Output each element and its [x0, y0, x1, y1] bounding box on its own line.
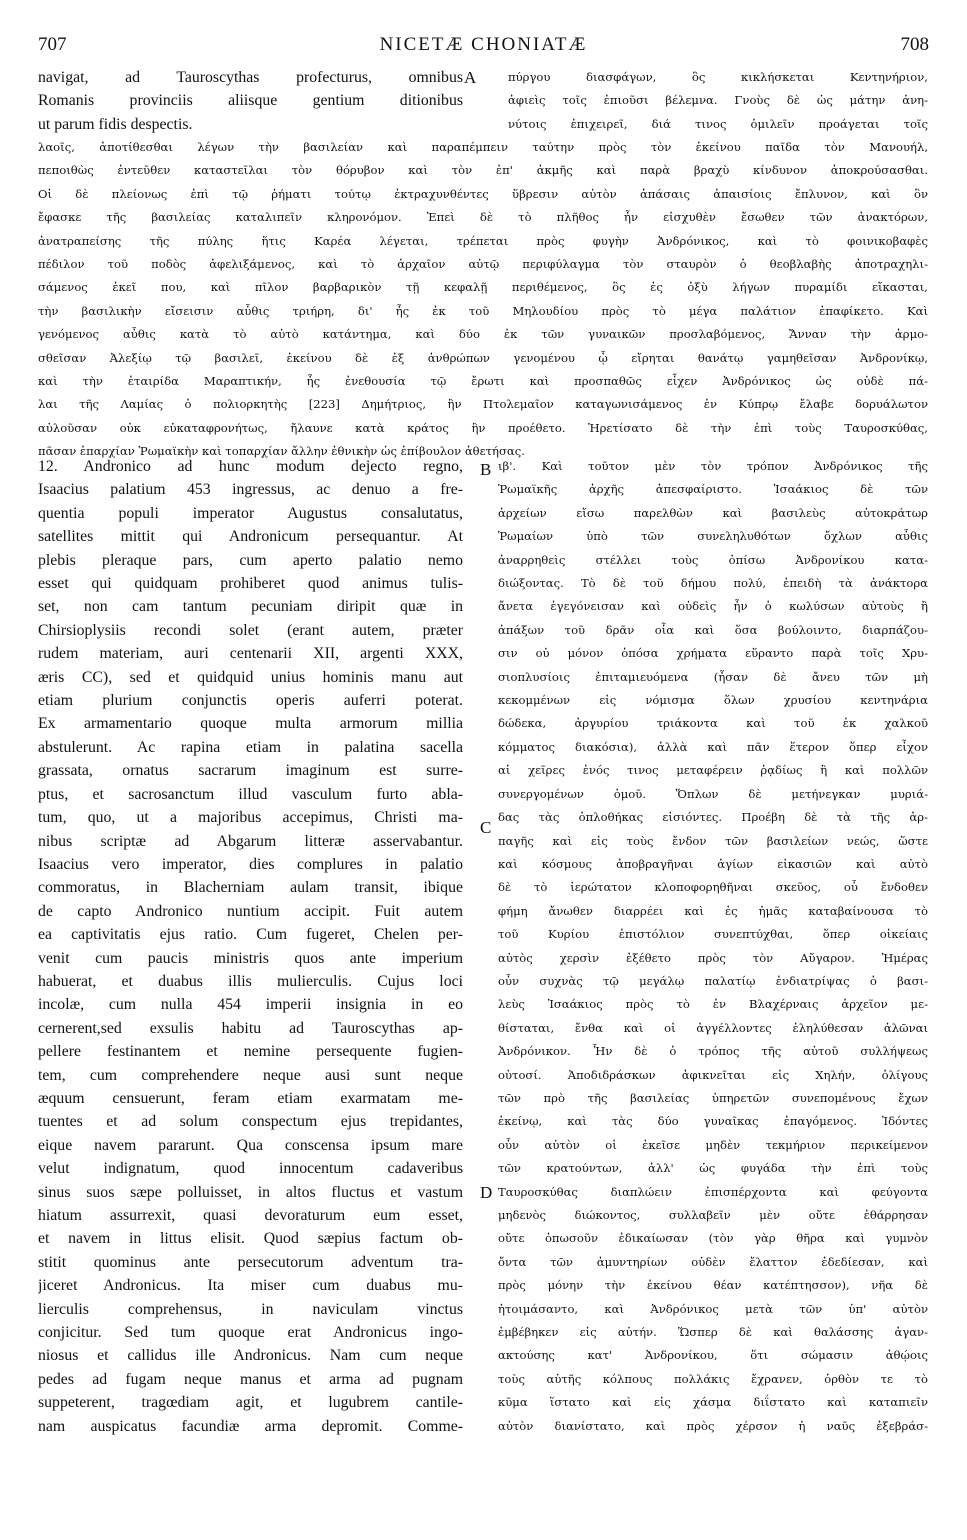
- left-col-line: etiam plurium conjunctis operis auferri poterat.: [38, 692, 463, 710]
- right-col-line: οὖν αὐτὸν οἱ ἐκεῖσε μηδὲν τεκμήριον περικείμενον: [498, 1137, 928, 1152]
- left-col-line: tem, cum comprehendere neque ausi sunt neque: [38, 1066, 463, 1084]
- right-col-line: τῶν πρὸ τῆς βασιλείας ὑπηρετῶν συνεπομένους ἔχων: [498, 1090, 928, 1105]
- greek-intro-column: [508, 66, 928, 136]
- left-col-line: Chirsioplysiis recondi solet (erant autem, præter: [38, 621, 463, 639]
- intro-right-line: νύτοις ἐπιχειρεῖ, διά τινος ὁμιλεῖν προάγεται τοῖς: [508, 116, 928, 131]
- left-col-line: tuentes et ad solum conspectum ejus trepidantes,: [38, 1113, 463, 1131]
- right-col-line: κεκομμένων εἰς νόμισμα ὅλων χρυσίου κεντηνάρια: [498, 693, 928, 708]
- left-col-line: rudem materiam, auri centenarii XII, argenti XXX,: [38, 645, 463, 663]
- intro-left-line: navigat, ad Tauroscythas profecturus, omnibus: [38, 69, 463, 86]
- left-col-line: de capto Andronico nuntium accipit. Fuit autem: [38, 902, 463, 920]
- left-col-line: cernerent,sed exsulis habitu ad Tauroscythas ap-: [38, 1019, 463, 1037]
- right-col-line: κόμματος διακόσια), ἀλλὰ καὶ πᾶν ἕτερον ὅπερ εἶχον: [498, 739, 928, 754]
- left-col-line: niosus et callidus ille Andronicus. Nam cum neque: [38, 1347, 463, 1365]
- right-col-line: αἱ χεῖρες ἑνός τινος μεταφέρειν ῥᾳδίως ἢ καὶ πολλῶν: [498, 763, 928, 778]
- right-col-line: κῦμα ἵστατο καὶ εἰς χάσμα διΐστατο καὶ καταπιεῖν: [498, 1395, 928, 1410]
- left-col-line: conjicitur. Sed tum quoque erat Andronicus ingo-: [38, 1324, 463, 1342]
- intro-left-line: ut parum fidis despectis.: [38, 115, 193, 133]
- left-col-line: quentia populi imperator Augustus consalutatus,: [38, 504, 463, 522]
- left-col-line: 12. Andronico ad hunc modum dejecto regno,: [38, 458, 463, 475]
- right-col-line: τοὺς αὐτῆς κόλπους πολλάκις ἔχρανεν, ὀρθὸν τε τὸ: [498, 1371, 928, 1386]
- right-col-line: δὲ τὸ ἱερώτατον κλοποφορηθῆναι σκεῦος, οὗ ἔνδοθεν: [498, 880, 928, 895]
- left-col-line: nam auspicatus facundiæ arma depromit. Comme-: [38, 1417, 463, 1435]
- left-col-line: set, non cam tantum pecuniam diripit quæ in: [38, 598, 463, 616]
- right-col-line: καὶ κόσμους ἀποβραγῆναι ἁγίων εἰκασιῶν καὶ αὐτὸ: [498, 856, 928, 871]
- right-col-line: ἄνετα ἐγεγόνεισαν καὶ οὐδεὶς ἦν ὁ κωλύσων αὐτοὺς ἢ: [498, 599, 928, 614]
- right-col-line: Ῥωμαίων ὑπὸ τῶν συνεληλυθότων ὄχλων αὖθις: [498, 529, 928, 544]
- left-col-line: esset qui quidquam prohiberet quod animus tulis-: [38, 575, 463, 593]
- left-col-line: stitit quominus ante persecutorum adventum tra-: [38, 1253, 463, 1271]
- right-col-line: ἡτοιμάσαντο, καὶ Ἀνδρόνικος μετὰ τῶν ὑπ' αὐτὸν: [498, 1301, 928, 1316]
- running-title: NICETÆ CHONIATÆ: [379, 34, 588, 55]
- right-col-line: λεὺς Ἰσαάκιος πρὸς τὸ ἐν Βλαχέρναις ἀρχεῖον με-: [498, 997, 928, 1012]
- full-width-line: τὴν βασιλικὴν εἴσεισιν αὖθις τριήρη, δι' ἧς ἐκ τοῦ Μηλουδίου πρὸς τὸ μέγα παλάτιον ἐπαφίκετο. Καὶ: [38, 303, 928, 318]
- page-header: [38, 34, 929, 62]
- full-width-line: πεποιθὼς ἐντεῦθεν καταστεῖλαι τὸν θόρυβον καὶ τὸν ἐπ' ἀκμῆς καὶ παρὰ βραχὺ κίνδυνον ἀποκρούσασθαι.: [38, 163, 928, 178]
- right-col-line: ακτούσης κατ' Ἀνδρονίκου, ὅτι σώμασιν ἀθῴοις: [498, 1348, 928, 1363]
- full-width-line: λαι τῆς Λαμίας ὁ πολιορκητὴς [223] Δημήτριος, ἣν Πτολεμαῖον καταγωνισάμενος ἐν Κύπρῳ ἔλαβε δορυάλωτον: [38, 397, 928, 412]
- right-col-line: θίσταται, ἔνθα καὶ οἱ ἀγγέλλοντες ἐληλύθεσαν ἁλῶναι: [498, 1020, 928, 1035]
- right-col-line: ἀρχείων εἴσω παρελθὼν καὶ βασιλεὺς αὐτοκράτωρ: [498, 505, 928, 520]
- right-col-line: τῶν κρατούντων, ἀλλ' ὡς φυγάδα τὴν ἐπὶ τοὺς: [498, 1161, 928, 1176]
- right-col-line: αὐτὸν διανίστατο, καὶ πρὸς χέρσον ἡ ναῦς ἐξεβράσ-: [498, 1418, 928, 1433]
- full-width-line: αὐλοῦσαν οὐκ εὐκαταφρονήτως, ἤλαυνε κατὰ κράτος ἣν προέθετο. Ἡρετίσατο δὲ τὴν ἐπὶ τοὺς Ταυροσκύθας,: [38, 420, 928, 435]
- right-col-line: ἀναρρηθεὶς στέλλει τοὺς ὀπίσω Ἀνδρονίκου κατα-: [498, 552, 928, 567]
- left-col-line: Isaacius vero imperator, dies complures in palatio: [38, 855, 463, 873]
- full-width-line: σάμενος ἐκεῖ που, καὶ πῖλον βαρβαρικὸν τῇ κεφαλῇ περιθέμενος, ὃς ἐς ὀξὺ λήγων πυραμίδι εἴκασται,: [38, 280, 928, 295]
- left-col-line: abstulerunt. Ac rapina etiam in palatina sacella: [38, 738, 463, 756]
- right-col-line: οὖν συχνὰς τῷ μεγάλῳ παλατίῳ ἐνδιατρίψας ὁ βασι-: [498, 973, 928, 988]
- left-col-line: incolæ, cum nulla 454 imperii insignia in eo: [38, 996, 463, 1014]
- margin-marker-c: C: [480, 818, 492, 837]
- left-col-line: tum, quo, ut a majoribus accepimus, Christi ma-: [38, 809, 463, 827]
- left-col-line: plebis pleraque pars, cum aperto palatio nemo: [38, 551, 463, 569]
- right-col-line: ἐκείνῳ, καὶ τὰς δύο γυναῖκας ἐπαγόμενος. Ἰδόντες: [498, 1114, 928, 1129]
- left-col-line: nibus scriptæ ad Abgarum litteræ asservabantur.: [38, 832, 463, 850]
- right-page-number: 708: [900, 34, 929, 55]
- greek-text-column: [498, 455, 928, 1438]
- right-col-line: ὄντα τῶν ἀμυντηρίων οὐδὲν ἔλαττον ἐδεδίεσαν, καὶ: [498, 1254, 928, 1269]
- right-col-line: Ῥωμαϊκῆς ἀρχῆς ἀπεσφαίριστο. Ἰσαάκιος δὲ τῶν: [498, 482, 928, 497]
- latin-text-column: [38, 455, 463, 1438]
- right-col-line: ἐμβέβηκεν εἰς αὐτήν. Ὥσπερ δὲ καὶ θαλάσσης ἀγαν-: [498, 1325, 928, 1340]
- intro-right-line: ἀφιεὶς τοῖς ἐπιοῦσι βέλεμνα. Γνοὺς δὲ ὡς μάτην ἀνη-: [508, 93, 928, 108]
- left-col-line: commoratus, in Blacherniam aulam transit, ibique: [38, 879, 463, 897]
- right-col-line: πρὸς μόνην τὴν ἐκείνου θέαν κατέπτησσον), νῆα δὲ: [498, 1278, 928, 1293]
- right-col-line: Ταυροσκύθας διαπλώειν ἐπισπέρχοντα καὶ φεύγοντα: [498, 1184, 928, 1199]
- full-width-line: ἔφασκε τῆς βασιλείας καταλιπεῖν κληρονόμον. Ἐπεὶ δὲ τὸ πλῆθος ἦν εἰσχυθὲν ἔσωθεν τῶν ἀνακτόρων,: [38, 210, 928, 225]
- right-col-line: διώξοντας. Τὸ δὲ τοῦ δήμου πολύ, ἐπειδὴ τὰ ἀνάκτορα: [498, 576, 928, 591]
- full-width-line: πᾶσαν ἐπαρχίαν Ῥωμαϊκὴν καὶ τοπαρχίαν ἄλλην ἐθνικὴν ὡς ἐπίβουλον ἀθετήσας.: [38, 444, 525, 459]
- right-col-line: παγῆς καὶ εἰς τοὺς ἔνδον τῶν βασιλείων νεώς, ὥστε: [498, 833, 928, 848]
- intro-left-line: Romanis provinciis aliisque gentium ditionibus: [38, 92, 463, 110]
- left-col-line: satellites mittit qui Andronicum persequantur. At: [38, 528, 463, 546]
- right-col-line: τοῦ Κυρίου ἐπιστόλιον συνεπτύχθαι, ὅπερ οἰκείαις: [498, 927, 928, 942]
- left-col-line: et navem in littus elisit. Quod sæpius factum ob-: [38, 1230, 463, 1248]
- latin-intro-column: [38, 66, 463, 136]
- right-col-line: ιβ'. Καὶ τοῦτον μὲν τὸν τρόπον Ἀνδρόνικος τῆς: [498, 459, 928, 473]
- right-col-line: οὔτε ὁπωσοῦν ἐδικαίωσαν (τὸν γὰρ θῆρα καὶ γυμνὸν: [498, 1231, 928, 1246]
- greek-full-width-text: [38, 136, 928, 464]
- left-col-line: ea captivitatis ejus ratio. Cum fugeret, Chelen per-: [38, 926, 463, 944]
- right-col-line: δας τὰς ὁπλοθήκας εἰσιόντες. Προέβη δὲ τὰ τῆς ἁρ-: [498, 810, 928, 825]
- right-col-line: δώδεκα, ἀργυρίου τριάκοντα καὶ τοῦ ἐκ χαλκοῦ: [498, 716, 928, 731]
- right-col-line: φήμη ἄνωθεν διαρρέει καὶ ἐς ἡμᾶς καταβαίνουσα τὸ: [498, 903, 928, 918]
- left-col-line: habuerat, et duabus illis mulierculis. Cujus loci: [38, 972, 463, 990]
- left-col-line: velut indignatum, quod innocentum cadaveribus: [38, 1160, 463, 1178]
- left-col-line: grassata, ornatus sacrarum imaginum est surre-: [38, 762, 463, 780]
- left-col-line: eique navem pararunt. Qua conscensa ipsum mare: [38, 1136, 463, 1154]
- full-width-line: καὶ τὴν ἑταιρίδα Μαραπτικήν, ἧς ἐνεθουσία τῷ ἔρωτι καὶ προσπαθῶς εἶχεν Ἀνδρόνικος ὡς οὐδὲ πά-: [38, 374, 928, 389]
- right-col-line: ἀπάξων τοῦ δρᾶν οἷα καὶ ὅσα βούλοιντο, διαρπάζου-: [498, 622, 928, 637]
- right-col-line: Ἀνδρόνικον. Ἦν δὲ ὁ τρόπος τῆς αὐτοῦ συλλήψεως: [498, 1044, 928, 1059]
- left-col-line: æris CC), sed et quidquid unius hominis manu aut: [38, 668, 463, 686]
- full-width-line: γενόμενος αὖθις κατὰ τὸ αὐτὸ κατάντημα, καὶ δύο ἐκ τῶν γυναικῶν προσλαβόμενος, Ἄνναν τὴν ἁρμο-: [38, 327, 928, 342]
- right-col-line: αὐτὸς χερσὶν ἐξέθετο πρὸς τὸν Αὔγαρον. Ἡμέρας: [498, 950, 928, 965]
- left-col-line: lierculis comprehensus, in naviculam vinctus: [38, 1300, 463, 1318]
- right-col-line: σιοπλυσίοις ἐπιταμιευόμενα (ἦσαν δὲ ἄνευ τῶν μὴ: [498, 669, 928, 684]
- left-page-number: 707: [38, 34, 67, 55]
- left-col-line: venit cum paucis ministris quos ante imperium: [38, 949, 463, 967]
- full-width-line: Οἱ δὲ πλείονως ἐπὶ τῷ ῥήματι τούτῳ ἐκτραχυνθέντες ὕβρεσιν αὐτὸν ἁπάσαις ἀπαισίοις ἔπλυνον, καὶ ὃν: [38, 186, 928, 201]
- left-col-line: æquum censuerunt, feram etiam exarmatam me-: [38, 1089, 463, 1107]
- full-width-line: σθεῖσαν Ἀλεξίῳ τῷ βασιλεῖ, ἐκείνου δὲ ἐξ ἀνθρώπων γενομένου ᾧ εἴρηται θανάτῳ γαμηθεῖσαν Ἀνδρονίκῳ,: [38, 350, 928, 365]
- left-col-line: pedes ad fugam neque manus et arma ad pugnam: [38, 1370, 463, 1388]
- left-col-line: Isaacius palatium 453 ingressus, ac denuo a fre-: [38, 481, 463, 499]
- intro-right-line: πύργου διασφάγων, ὃς κικλήσκεται Κεντηνήριον,: [508, 70, 928, 84]
- left-col-line: pellere festinantem et nemine persequente fugien-: [38, 1043, 463, 1061]
- full-width-line: ἀνατραπείσης τῆς πύλης ἥτις Καρέα λέγεται, τρέπεται πρὸς φυγὴν Ἀνδρόνικος, καὶ τὸ φοινικοβαφὲς: [38, 233, 928, 248]
- left-col-line: hiatum assurrexit, quasi devoraturum eum esset,: [38, 1207, 463, 1224]
- margin-marker-b: B: [480, 460, 492, 479]
- full-width-line: πέδιλον τοῦ ποδὸς ἀφελιξάμενος, καὶ τὸ ἀρχαῖον αὐτῷ περιφύλαγμα τὸν σταυρὸν ὁ θεοβλαβὴς ἀποτραχηλι-: [38, 257, 928, 272]
- left-col-line: ptus, et sacrosanctum illud vasculum furto abla-: [38, 785, 463, 803]
- margin-marker-a: A: [464, 68, 477, 87]
- full-width-line: λαοῖς, ἀποτίθεσθαι λέγων τὴν βασιλείαν καὶ παραπέμπειν ταύτην πρὸς τὸν ἐκείνου παῖδα τὸν Μανουήλ,: [38, 140, 928, 154]
- left-col-line: Ex armamentario quoque multa armorum millia: [38, 715, 463, 733]
- right-col-line: μηδενὸς διώκοντος, συλλαβεῖν μὲν οὔτε ἐθάρρησαν: [498, 1208, 928, 1222]
- left-col-line: suppeterent, tragœdiam agit, et lugubrem cantile-: [38, 1394, 463, 1412]
- right-col-line: συνεργομένων ὁμοῦ. Ὅπλων δὲ μετήνεγκαν μυριά-: [498, 786, 928, 801]
- right-col-line: σιν οὐ μόνον ὁπόσα χρήματα εὕραντο παρὰ τοῖς Χρυ-: [498, 646, 928, 661]
- right-col-line: οὑτοσί. Ἀποδιδράσκων ἀφικνεῖται εἰς Χηλήν, ὀλίγους: [498, 1067, 928, 1082]
- margin-marker-d: D: [480, 1183, 493, 1202]
- left-col-line: sinus suos sæpe polluisset, in altos fluctus et vastum: [38, 1183, 463, 1201]
- left-col-line: jiceret Andronicus. Ita miser cum duabus mu-: [38, 1277, 463, 1295]
